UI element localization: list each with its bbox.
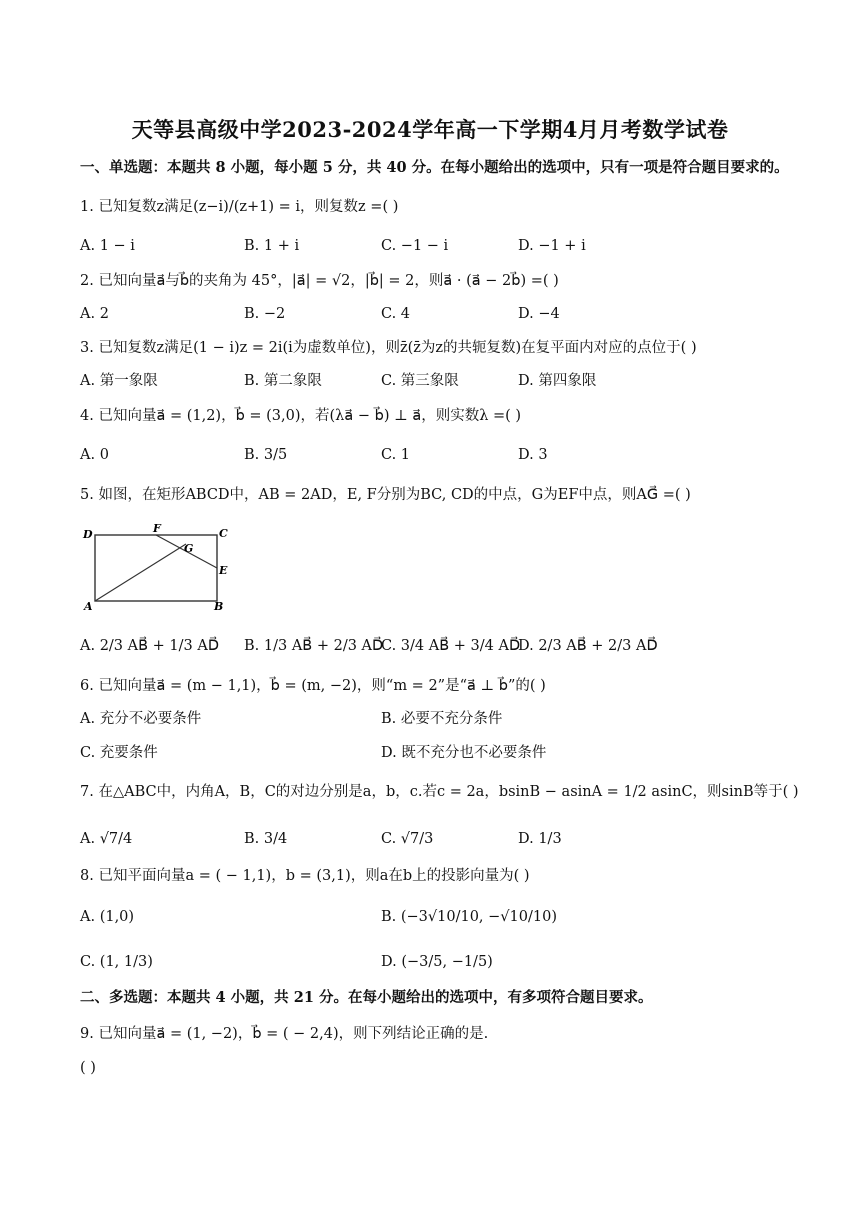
q6-option-d: D. 既不充分也不必要条件	[381, 745, 547, 761]
q7-option-a: A. √7/4	[80, 831, 133, 847]
label-b: B	[214, 600, 224, 613]
q5-option-b: B. 1/3 AB⃗ + 2/3 AD⃗	[244, 638, 384, 654]
q2-option-d: D. −4	[518, 306, 560, 322]
question-1-stem: 1. 已知复数z满足(z−i)/(z+1) = i，则复数z =( )	[80, 199, 399, 215]
question-6-stem: 6. 已知向量a⃗ = (m − 1,1)，b⃗ = (m, −2)，则“m = 2”是“a⃗ ⊥ b⃗”的( )	[80, 678, 546, 694]
q8-option-c: C. (1, 1/3)	[80, 954, 153, 970]
q4-option-b: B. 3/5	[244, 447, 288, 463]
q8-option-a: A. (1,0)	[80, 909, 135, 925]
label-g: G	[184, 542, 194, 555]
question-7-stem: 7. 在△ABC中，内角A，B，C的对边分别是a，b，c.若c = 2a，bsinB − asinA = 1/2 asinC，则sinB等于( )	[80, 784, 799, 800]
q5-option-d: D. 2/3 AB⃗ + 2/3 AD⃗	[518, 638, 658, 654]
question-9-answer-paren: ( )	[80, 1060, 96, 1076]
q6-option-c: C. 充要条件	[80, 745, 158, 761]
question-9-stem: 9. 已知向量a⃗ = (1, −2)，b⃗ = ( − 2,4)，则下列结论正确的是.	[80, 1026, 489, 1042]
question-2-stem: 2. 已知向量a⃗与b⃗的夹角为 45°，|a⃗| = √2，|b⃗| = 2，则a⃗ · (a⃗ − 2b⃗) =( )	[80, 273, 559, 289]
q4-option-a: A. 0	[80, 447, 109, 463]
q8-option-d: D. (−3/5, −1/5)	[381, 954, 493, 970]
q3-option-b: B. 第二象限	[244, 373, 322, 389]
q2-option-c: C. 4	[381, 306, 411, 322]
q1-option-a: A. 1 − i	[80, 238, 135, 254]
q3-option-c: C. 第三象限	[381, 373, 459, 389]
q2-option-a: A. 2	[80, 306, 109, 322]
q4-option-c: C. 1	[381, 447, 411, 463]
q1-option-b: B. 1 + i	[244, 238, 300, 254]
label-e: E	[219, 564, 228, 577]
q3-option-d: D. 第四象限	[518, 373, 597, 389]
label-d: D	[83, 528, 93, 541]
section-multiple-choice: 二、多选题：本题共 4 小题，共 21 分。在每小题给出的选项中，有多项符合题目要求。	[80, 989, 653, 1006]
q7-option-c: C. √7/3	[381, 831, 434, 847]
label-f: F	[153, 522, 161, 535]
q1-option-d: D. −1 + i	[518, 238, 586, 254]
rect-outline	[95, 535, 217, 601]
q1-option-c: C. −1 − i	[381, 238, 449, 254]
q5-option-a: A. 2/3 AB⃗ + 1/3 AD⃗	[80, 638, 220, 654]
question-5-stem: 5. 如图，在矩形ABCD中，AB = 2AD，E, F分别为BC, CD的中点，G为EF中点，则AG⃗ =( )	[80, 487, 691, 503]
q8-option-b: B. (−3√10/10, −√10/10)	[381, 909, 557, 925]
q6-option-a: A. 充分不必要条件	[80, 711, 202, 727]
q3-option-a: A. 第一象限	[80, 373, 158, 389]
rectangle-abcd-figure	[80, 522, 240, 614]
question-4-stem: 4. 已知向量a⃗ = (1,2)，b⃗ = (3,0)，若(λa⃗ − b⃗) ⊥ a⃗，则实数λ =( )	[80, 408, 522, 424]
label-a: A	[84, 600, 93, 613]
q6-option-b: B. 必要不充分条件	[381, 711, 503, 727]
exam-title: 天等县高级中学2023-2024学年高一下学期4月月考数学试卷	[131, 117, 729, 142]
segment-ag	[95, 544, 186, 601]
question-8-stem: 8. 已知平面向量a = ( − 1,1)，b = (3,1)，则a在b上的投影向量为( )	[80, 868, 530, 884]
q7-option-b: B. 3/4	[244, 831, 288, 847]
question-3-stem: 3. 已知复数z满足(1 − i)z = 2i(i为虚数单位)，则z̄(z̄为z的共轭复数)在复平面内对应的点位于( )	[80, 340, 697, 356]
q5-option-c: C. 3/4 AB⃗ + 3/4 AD⃗	[381, 638, 521, 654]
q2-option-b: B. −2	[244, 306, 286, 322]
label-c: C	[219, 527, 228, 540]
section-single-choice: 一、单选题：本题共 8 小题，每小题 5 分，共 40 分。在每小题给出的选项中，只有一项是符合题目要求的。	[80, 159, 789, 176]
q7-option-d: D. 1/3	[518, 831, 562, 847]
q4-option-d: D. 3	[518, 447, 548, 463]
